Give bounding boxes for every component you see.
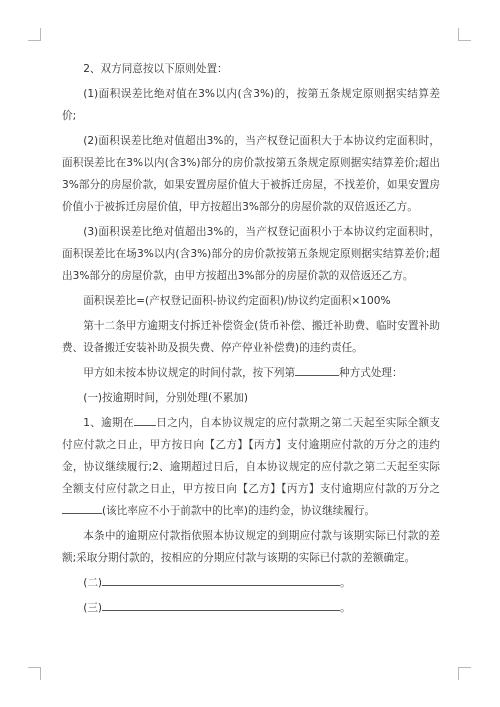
method-number-blank (295, 363, 339, 376)
document-body (62, 58, 440, 622)
payment-method-text-a: 甲方如未按本协议规定的时间付款，按下列第 (83, 367, 296, 379)
crop-mark-top-right (458, 28, 471, 41)
days-blank (134, 413, 156, 426)
paragraph-rule-1: (1)面积误差比绝对值在3%以内(含3%)的，按第五条规定原则据实结算差价; (62, 88, 440, 122)
paragraph-overdue-definition: 本条中的逾期应付款指依照本协议规定的到期应付款与该期实际已付款的差额;采取分期付款的，按相应的分期应付款与该期的实际已付款的差额确定。 (62, 530, 440, 564)
overdue-terms-text-c: (该比率应不小于前款中的比率)的违约金，协议继续履行。 (102, 505, 376, 517)
overdue-terms-text-b: 日之内，自本协议规定的应付款期之第二天起至实际全额支付应付款之日止，甲方按日向【乙方】【丙方】支付逾期应付款的万分之的违约金，协议继续履行;2、逾期超过日后，自本协议规定的应付款之第二天起至实际全额支付应付款之日止，甲方按日向【乙方】【丙方】支付逾期应付款的万分之 (62, 417, 441, 495)
item-3-blank (102, 598, 340, 611)
paragraph-overdue-handling: (一)按逾期时间，分别处理(不累加) (83, 392, 249, 404)
rate-blank (62, 501, 102, 514)
paragraph-article-12: 第十二条甲方逾期支付拆迁补偿资金(货币补偿、搬迁补助费、临时安置补助费、设备搬迁安装补助及损失费、停产停业补偿费)的违约责任。 (62, 320, 440, 354)
crop-mark-bottom-right (458, 667, 471, 680)
item-2-prefix: (二) (83, 577, 103, 589)
crop-mark-top-left (28, 28, 41, 41)
item-2-blank (102, 573, 340, 586)
item-3-prefix: (三) (83, 602, 103, 614)
overdue-terms-text-a: 1、逾期在 (83, 417, 134, 429)
paragraph-payment-method (62, 362, 440, 384)
payment-method-text-b: 种方式处理： (339, 367, 403, 379)
paragraph-rule-2: (2)面积误差比绝对值超出3%的，当产权登记面积大于本协议约定面积时，面积误差比在3%以内(含3%)部分的房价款按第五条规定原则据实结算差价;超出3%部分的房屋价款，如果安置房屋价值大于被拆迁房屋，不找差价，如果安置房价值小于被拆迁房屋价值，甲方按超出3%部分的房屋价款的双倍返还乙方。 (62, 135, 440, 213)
paragraph-principles-heading: 2、双方同意按以下原则处置： (83, 63, 228, 75)
item-2-suffix: 。 (340, 577, 351, 589)
paragraph-item-3 (62, 597, 440, 619)
paragraph-area-error-formula: 面积误差比=(产权登记面积-协议约定面积)/协议约定面积×100% (83, 295, 391, 307)
paragraph-overdue-terms (62, 412, 440, 522)
crop-mark-bottom-left (28, 667, 41, 680)
paragraph-item-2 (62, 572, 440, 594)
paragraph-rule-3: (3)面积误差比绝对值超出3%的，当产权登记面积小于本协议约定面积时，面积误差比在场3%以内(含3%)部分的房价款按第五条规定原则据实结算差价;超出3%部分的房屋价款，由甲方按超出3%部分的房屋价款的双倍返还乙方。 (62, 226, 440, 282)
item-3-suffix: 。 (340, 602, 351, 614)
